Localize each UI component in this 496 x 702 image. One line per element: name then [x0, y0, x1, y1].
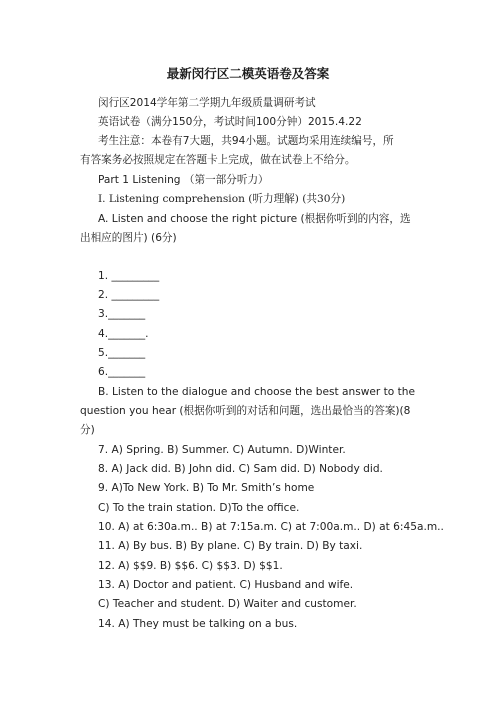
answer-blank-5: 5._______ [98, 347, 146, 359]
document-title: 最新闵行区二模英语卷及答案 [166, 66, 330, 81]
answer-blank-1: 1. _________ [98, 270, 160, 282]
question-11: 11. A) By bus. B) By plane. C) By train. D) By taxi. [98, 540, 363, 552]
answer-blank-3: 3._______ [98, 308, 146, 320]
answer-blank-4: 4._______. [98, 328, 149, 340]
section-b-line-1: B. Listen to the dialogue and choose the best answer to the [98, 386, 416, 398]
paper-info: 英语试卷（满分150分，考试时间100分钟）2015.4.22 [98, 116, 362, 128]
section-a-line-2: 出相应的图片) (6分) [80, 232, 177, 244]
question-9-continued: C) To the train station. D)To the office. [98, 502, 300, 514]
question-9: 9. A)To New York. B) To Mr. Smith’s home [98, 482, 315, 494]
exam-header: 闵行区2014学年第二学期九年级质量调研考试 [98, 97, 316, 109]
question-13: 13. A) Doctor and patient. C) Husband and wife. [98, 579, 354, 591]
notice-line-2: 有答案务必按照规定在答题卡上完成，做在试卷上不给分。 [80, 154, 356, 166]
answer-blank-6: 6._______ [98, 366, 146, 378]
question-7: 7. A) Spring. B) Summer. C) Autumn. D)Winter. [98, 444, 346, 456]
question-10: 10. A) at 6:30a.m.. B) at 7:15a.m. C) at 7:00a.m.. D) at 6:45a.m.. [98, 521, 444, 533]
question-14: 14. A) They must be talking on a bus. [98, 618, 298, 630]
question-12: 12. A) $$9. B) $$6. C) $$3. D) $$1. [98, 560, 283, 572]
section-a-line-1: A. Listen and choose the right picture (根据你听到的内容，选 [98, 213, 411, 225]
section-heading: I. Listening comprehension (听力理解) (共30分) [98, 193, 346, 205]
question-13-continued: C) Teacher and student. D) Waiter and customer. [98, 598, 357, 610]
question-8: 8. A) Jack did. B) John did. C) Sam did. D) Nobody did. [98, 463, 383, 475]
part-heading: Part 1 Listening （第一部分听力） [98, 174, 269, 186]
notice-line-1: 考生注意：本卷有7大题，共94小题。试题均采用连续编号，所 [98, 135, 394, 147]
answer-blank-2: 2. _________ [98, 289, 160, 301]
section-b-line-2: question you hear (根据你听到的对话和问题，选出最恰当的答案)(8 [80, 405, 411, 417]
section-b-line-3: 分) [80, 424, 95, 436]
